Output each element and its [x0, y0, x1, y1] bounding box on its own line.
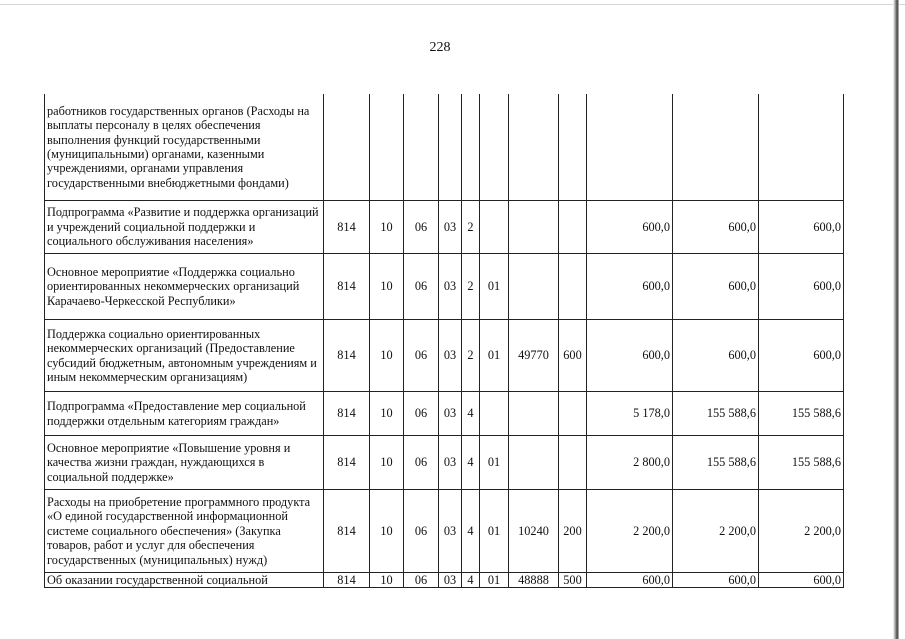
code-event: 01 [480, 490, 509, 573]
code-event [480, 201, 509, 254]
row-name: Подпрограмма «Развитие и поддержка организаций и учреждений социальной поддержки и социального обслуживания населения» [45, 201, 324, 254]
code-grbs: 814 [324, 490, 370, 573]
amount-year-1: 600,0 [587, 254, 673, 320]
code-event: 01 [480, 573, 509, 588]
row-name: Расходы на приобретение программного продукта «О единой государственной информационной системе социального обеспечения» (Закупка товаров, работ и услуг для обеспечения государственных (муниципальных) нужд) [45, 490, 324, 573]
amount-year-2: 155 588,6 [673, 392, 759, 436]
code-subsection: 06 [404, 436, 439, 490]
code-expense-type [559, 436, 587, 490]
row-name: Основное мероприятие «Повышение уровня и качества жизни граждан, нуждающихся в социальной поддержке» [45, 436, 324, 490]
code-direction: 48888 [509, 573, 559, 588]
code-subsection: 06 [404, 254, 439, 320]
code-grbs: 814 [324, 573, 370, 588]
code-event [480, 94, 509, 201]
code-direction: 10240 [509, 490, 559, 573]
amount-year-3: 600,0 [759, 254, 844, 320]
code-program: 03 [439, 392, 462, 436]
amount-year-3: 155 588,6 [759, 436, 844, 490]
code-subsection: 06 [404, 573, 439, 588]
code-expense-type [559, 94, 587, 201]
code-subprogram: 2 [462, 320, 480, 392]
amount-year-2: 600,0 [673, 573, 759, 588]
code-subprogram: 2 [462, 254, 480, 320]
page-number: 228 [429, 40, 451, 55]
amount-year-1: 600,0 [587, 201, 673, 254]
amount-year-3: 600,0 [759, 320, 844, 392]
table-row [45, 490, 844, 573]
code-program [439, 94, 462, 201]
amount-year-1: 600,0 [587, 573, 673, 588]
code-program: 03 [439, 436, 462, 490]
code-section: 10 [370, 320, 404, 392]
code-event: 01 [480, 254, 509, 320]
budget-table [44, 94, 844, 588]
amount-year-3: 155 588,6 [759, 392, 844, 436]
code-direction [509, 436, 559, 490]
row-name: Подпрограмма «Предоставление мер социальной поддержки отдельным категориям граждан» [45, 392, 324, 436]
amount-year-1: 2 800,0 [587, 436, 673, 490]
amount-year-3: 600,0 [759, 573, 844, 588]
code-program: 03 [439, 201, 462, 254]
code-section: 10 [370, 254, 404, 320]
amount-year-2: 155 588,6 [673, 436, 759, 490]
amount-year-2 [673, 94, 759, 201]
table-row [45, 320, 844, 392]
code-subprogram: 4 [462, 392, 480, 436]
code-subprogram: 4 [462, 573, 480, 588]
row-name: Поддержка социально ориентированных некоммерческих организаций (Предоставление субсидий бюджетным, автономным учреждениям и иным некоммерческим организациям) [45, 320, 324, 392]
code-grbs: 814 [324, 392, 370, 436]
code-direction [509, 201, 559, 254]
code-section: 10 [370, 490, 404, 573]
amount-year-1: 5 178,0 [587, 392, 673, 436]
amount-year-2: 2 200,0 [673, 490, 759, 573]
amount-year-1: 2 200,0 [587, 490, 673, 573]
code-expense-type [559, 254, 587, 320]
amount-year-2: 600,0 [673, 320, 759, 392]
scan-top-edge [0, 4, 905, 5]
code-expense-type [559, 201, 587, 254]
code-section: 10 [370, 201, 404, 254]
code-grbs [324, 94, 370, 201]
row-name: работников государственных органов (Расходы на выплаты персоналу в целях обеспечения выполнения функций государственными (муниципальными) органами, казенными учреждениями, органами управления государственными внебюджетными фондами) [45, 94, 324, 201]
table-row [45, 201, 844, 254]
amount-year-3: 2 200,0 [759, 490, 844, 573]
code-event: 01 [480, 320, 509, 392]
table-row [45, 573, 844, 588]
code-program: 03 [439, 320, 462, 392]
table-row [45, 392, 844, 436]
code-subsection: 06 [404, 392, 439, 436]
code-program: 03 [439, 573, 462, 588]
table-row [45, 94, 844, 201]
code-subsection: 06 [404, 201, 439, 254]
amount-year-3: 600,0 [759, 201, 844, 254]
code-grbs: 814 [324, 436, 370, 490]
code-section: 10 [370, 436, 404, 490]
code-subprogram: 2 [462, 201, 480, 254]
code-subsection [404, 94, 439, 201]
code-subprogram [462, 94, 480, 201]
code-direction [509, 254, 559, 320]
amount-year-1 [587, 94, 673, 201]
code-program: 03 [439, 254, 462, 320]
amount-year-2: 600,0 [673, 201, 759, 254]
amount-year-3 [759, 94, 844, 201]
code-subprogram: 4 [462, 436, 480, 490]
amount-year-2: 600,0 [673, 254, 759, 320]
code-section: 10 [370, 392, 404, 436]
code-section: 10 [370, 573, 404, 588]
code-grbs: 814 [324, 320, 370, 392]
code-program: 03 [439, 490, 462, 573]
code-expense-type: 200 [559, 490, 587, 573]
code-section [370, 94, 404, 201]
code-direction: 49770 [509, 320, 559, 392]
row-name: Основное мероприятие «Поддержка социально ориентированных некоммерческих организаций Карачаево-Черкесской Республики» [45, 254, 324, 320]
code-grbs: 814 [324, 201, 370, 254]
code-direction [509, 94, 559, 201]
code-subprogram: 4 [462, 490, 480, 573]
code-grbs: 814 [324, 254, 370, 320]
table-row [45, 254, 844, 320]
code-expense-type [559, 392, 587, 436]
scan-right-edge [893, 0, 899, 639]
table-row [45, 436, 844, 490]
code-expense-type: 600 [559, 320, 587, 392]
code-event: 01 [480, 436, 509, 490]
code-expense-type: 500 [559, 573, 587, 588]
code-subsection: 06 [404, 490, 439, 573]
budget-table-body [45, 94, 844, 588]
code-direction [509, 392, 559, 436]
row-name: Об оказании государственной социальной [45, 573, 324, 588]
code-event [480, 392, 509, 436]
amount-year-1: 600,0 [587, 320, 673, 392]
code-subsection: 06 [404, 320, 439, 392]
